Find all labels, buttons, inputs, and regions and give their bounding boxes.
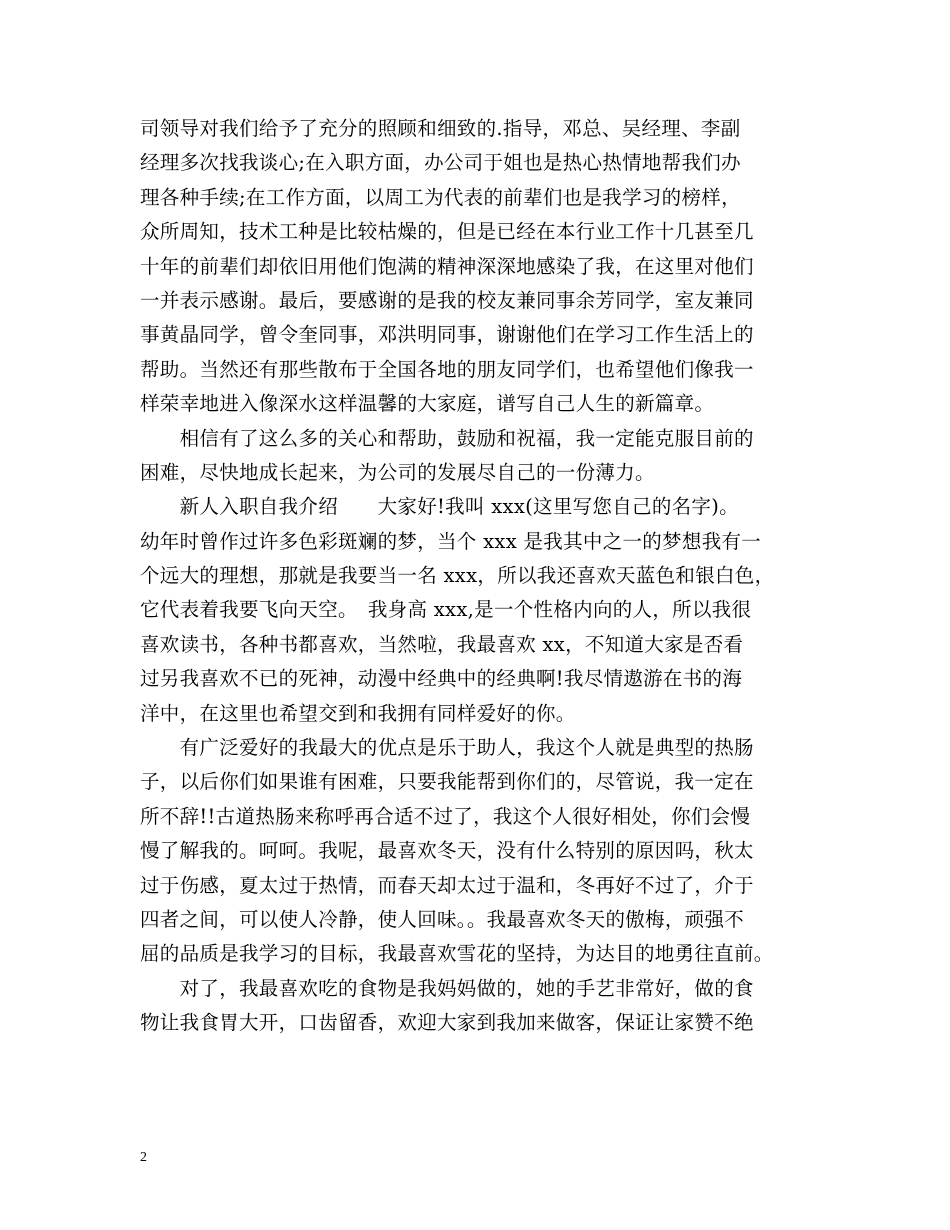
text-line: 经理多次找我谈心;在入职方面，办公司于姐也是热心热情地帮我们办: [140, 151, 741, 175]
text-line: 众所周知，技术工种是比较枯燥的，但是已经在本行业工作十几甚至几: [140, 220, 754, 244]
text-line: 屈的品质是我学习的目标，我最喜欢雪花的坚持，为达目的地勇往直前。: [140, 942, 774, 966]
text-line: 个远大的理想，那就是我要当一名 xxx，所以我还喜欢天蓝色和银白色，: [140, 564, 775, 588]
page-number: 2: [140, 1150, 147, 1165]
text-line: 一并表示感谢。最后，要感谢的是我的校友兼同事余芳同学，室友兼同: [140, 288, 754, 312]
text-line: 事黄晶同学，曾令奎同事，邓洪明同事，谢谢他们在学习工作生活上的: [140, 323, 754, 347]
text-line: 十年的前辈们却依旧用他们饱满的精神深深地感染了我，在这里对他们: [140, 254, 754, 278]
text-line: 相信有了这么多的关心和帮助，鼓励和祝福，我一定能克服目前的: [140, 426, 754, 450]
text-line: 幼年时曾作过许多色彩斑斓的梦，当个 xxx 是我其中之一的梦想我有一: [140, 529, 762, 553]
text-line: 理各种手续;在工作方面，以周工为代表的前辈们也是我学习的榜样，: [140, 185, 741, 209]
text-line: 四者之间，可以使人冷静，使人回味。。我最喜欢冬天的傲梅，顽强不: [140, 907, 745, 931]
text-line: 司领导对我们给予了充分的照顾和细致的.指导，邓总、吴经理、李副: [140, 117, 741, 140]
text-line: 子，以后你们如果谁有困难，只要我能帮到你们的，尽管说，我一定在: [140, 770, 754, 794]
text-line: 困难，尽快地成长起来，为公司的发展尽自己的一份薄力。: [140, 460, 655, 484]
text-line: 过于伤感，夏太过于热情，而春天却太过于温和，冬再好不过了，介于: [140, 873, 754, 897]
text-line: 对了，我最喜欢吃的食物是我妈妈做的，她的手艺非常好，做的食: [140, 976, 754, 1000]
text-line: 物让我食胃大开，口齿留香，欢迎大家到我加来做客，保证让家赞不绝: [140, 1011, 754, 1035]
text-line: 它代表着我要飞向天空。 我身高 xxx,是一个性格内向的人，所以我很: [140, 598, 752, 622]
text-line: 喜欢读书，各种书都喜欢，当然啦，我最喜欢 xx，不知道大家是否看: [140, 632, 744, 656]
text-line: 新人入职自我介绍 大家好!我叫 xxx(这里写您自己的名字)。: [140, 495, 739, 519]
text-line: 有广泛爱好的我最大的优点是乐于助人，我这个人就是典型的热肠: [140, 736, 754, 760]
text-line: 所不辞!!古道热肠来称呼再合适不过了，我这个人很好相处，你们会慢: [140, 804, 751, 828]
document-body: [140, 112, 830, 1041]
text-line: 慢了解我的。呵呵。我呢，最喜欢冬天，没有什么特别的原因吗，秋太: [140, 839, 754, 863]
text-line: 过另我喜欢不已的死神，动漫中经典中的经典啊!我尽情遨游在书的海: [140, 667, 743, 691]
text-line: 样荣幸地进入像深水这样温馨的大家庭，谱写自己人生的新篇章。: [140, 392, 715, 416]
text-line: 洋中，在这里也希望交到和我拥有同样爱好的你。: [140, 701, 576, 725]
text-line: 帮助。当然还有那些散布于全国各地的朋友同学们，也希望他们像我一: [140, 357, 754, 381]
